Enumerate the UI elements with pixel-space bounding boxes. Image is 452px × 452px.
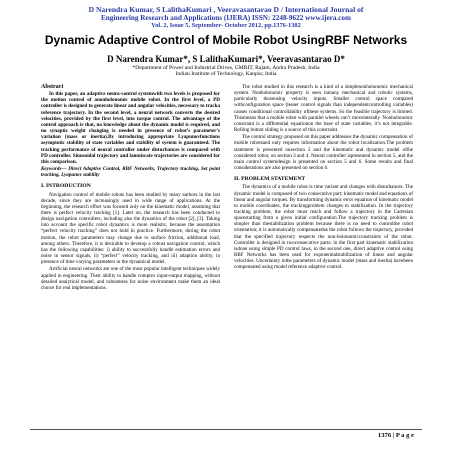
affiliation-2: Indian Institute of Technology, Kanpur, India [175,71,277,77]
page-number: 1376 | P a g e [377,432,414,439]
paper-title: Dynamic Adaptive Control of Mobile Robot UsingRBF Networks [44,33,408,47]
intro-paragraph-4: The control strategy proposed on this paper addresses the dynamic compensation of mobile robotsand only requires information about the robot localization.The problem statement is presented onsection 2 and the kinematic and dynamic model ofthe considered robot, on section 3 and 4. Neural controller ispresented in section 5, and the main control systemdesign is presented on section 5 and 6. Some results and final considerations are also presented on section 6. [234,134,413,172]
page-footer [0,429,452,442]
affiliation-1: *Department of Power and Industrial Drives, GMRIT, Rajam, Andra Pradesh, India [132,65,320,71]
abstract-heading: Abstract [41,84,64,90]
problem-paragraph-1: The dynamics of a mobile robot is time variant and changes with disturbances. The dynamic model is composed of two consecutive part; kinematic model and equations of linear and angular torques. By transforming dynamic error equation of kinematic model to mobile coordinates, the trackingproblem changes to stabilization. In the trajectory tracking problem, the robot must reach and follow a trajectory in the Cartesian spacestarting from a given initial configuration.The trajectory tracking problem is simpler than thestabilization problem because there is no need to controlthe robot orientation; it is automatically compensatedas the robot follows the trajectory, provided that the specified trajectory respects the non-holonomicconstraints of the robot. Controller is designed in twoconsecutive parts: in the first part kinematic stabilization isdone using simple PD control laws, in the second one, direct adaptive control using RBF Networks has been used for exponentialstabilization of linear and angular velocities. Uncertainty inthe parameters of dynamic model (mass and inertia) havebeen compensated using model reference adaptive control. [234,184,413,271]
journal-header-authors: D Narendra Kumar, S LalithaKumari , Veeravasantarao D / International Journal of [88,5,364,14]
section-problem-heading: II. PROBLEM STATEMENT [234,176,306,183]
intro-paragraph-3: The robot studied in this research is a kind of a simplenonholonomic mechanical system. Nonholonomic property is seen inmany mechanical and robotic systems, particularly thoseusing velocity inputs. Smaller control space compared withconfiguration space (lesser control signals than independentcontrolling variables) causes conditional controllability ofthese systems. So the feasible trajectory is limited. Thismeans that a mobile robot with parallel wheels can’t movelaterally. Nonholonomic constraint is a differential equationon the base of state variables, it’s not integrable. Rolling butnot sliding is a source of this constraint. [234,84,413,134]
right-column [234,84,413,272]
footer-divider [30,429,422,430]
journal-header-issn: Engineering Research and Applications (IJERA) ISSN: 2248-9622 www.ijera.com [100,14,352,22]
paper-authors: D Narendra Kumar*, S LalithaKumari*, Veeravasantarao D* [107,54,345,64]
abstract-text: In this paper, an adaptive neuro-control systemwith two levels is proposed for the motion control of anonholonomic mobile robot. In the first level, a PD controller is designed to generate linear and angular velocities, necessary to tracka reference trajectory. In the second level, a neural network converts the desired velocities, provided by the first level, into torque control. The advantage of the control approach is that, no knowledge about the dynamic model is required, and no synaptic weight changing is needed in presence of robot’s parameter’s variation (mass or inertia).By introducing appropriate Lyapunovfunctions asymptotic stability of state variables and stability of system is guaranteed. The tracking performance of neural controller under disturbances is compared with PD controller. Sinusoidal trajectory and lamniscate trajectories are considered for this comparison. [41,91,220,165]
section-introduction-heading: I. INTRODUCTION [41,183,91,190]
left-column [41,84,220,292]
journal-header-volume: Vol. 2, Issue 5, September- October 2012, pp.1376-1382 [151,22,301,29]
keywords: Keywords— Direct Adaptive Control, RBF Networks, Trajectory tracking, Set point tracking, Lyapunov stability [41,166,220,179]
intro-paragraph-1: Navigation control of mobile robots has been studied by many authors in the last decade, since they are increasingly used in wide range of applications. At the beginning, the research effort was focused only on the kinematic model, assuming that there is perfect velocity tracking [1]. Later on, the research has been conducted to design navigation controllers, including also the dynamics of the robot [2], [3]. Taking into account the specific robot dynamics is more realistic, because the assumption “perfect velocity tracking” does not hold in practice. Furthermore, during the robot motion, the robot parameters may change due to surface friction, additional load, among others. Therefore, it is desirable to develop a robust navigation control, which has the following capabilities: i) ability to successfully handle estimation errors and noise in sensor signals, ii) “perfect” velocity tracking, and iii) adaption ability, in presence of time varying parameters in the dynamical model. [41,191,220,266]
intro-paragraph-2: Artificial neural networks are one of the most popular intelligent techniques widely applied in engineering. Their ability to handle complex input-output mapping, without detailed analytical model, and robustness for noise environment make them an ideal choice for real implementations. [41,266,220,291]
